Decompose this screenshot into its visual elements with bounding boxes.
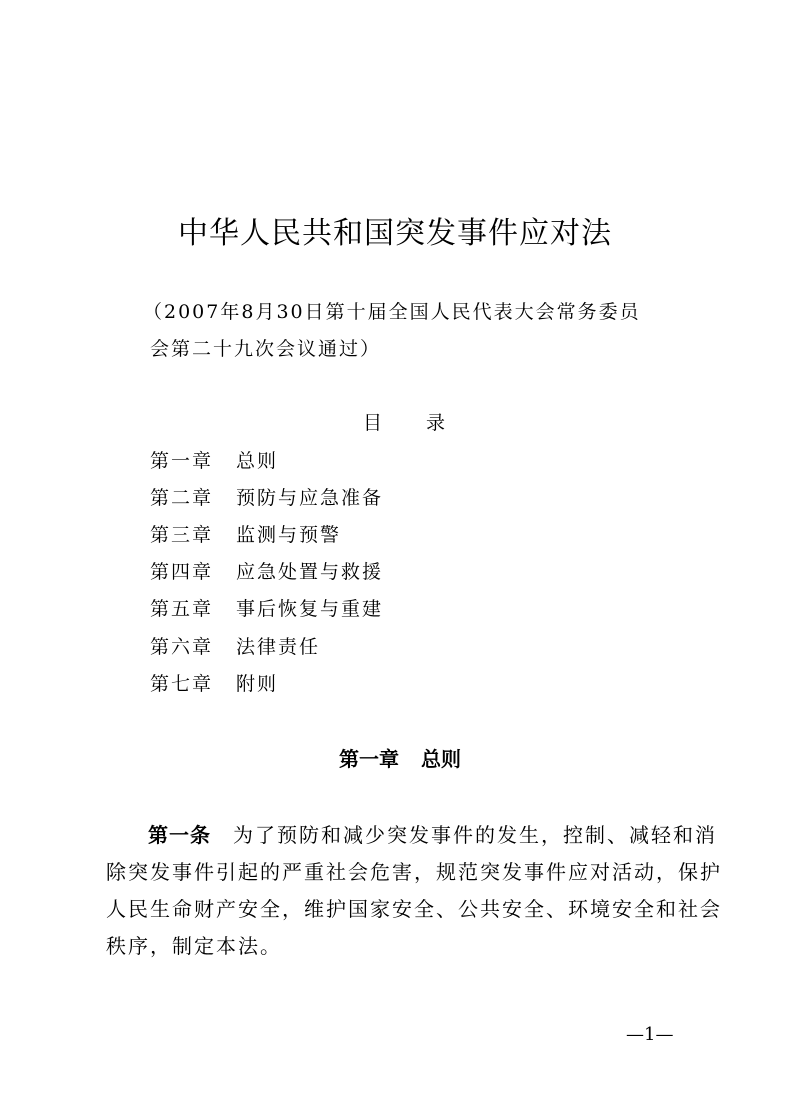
toc-item-chapter-5 bbox=[150, 594, 383, 624]
toc-item-chapter-1 bbox=[150, 446, 278, 476]
toc-item-number: 第七章 bbox=[150, 673, 214, 695]
toc-item-chapter-7 bbox=[150, 669, 278, 699]
article-1-line-3: 人民生命财产安全，维护国家安全、公共安全、环境安全和社会 bbox=[106, 897, 722, 921]
toc-item-number: 第五章 bbox=[150, 598, 214, 620]
toc-item-number: 第二章 bbox=[150, 487, 214, 509]
toc-item-number: 第一章 bbox=[150, 450, 214, 472]
toc-item-number: 第六章 bbox=[150, 636, 214, 658]
toc-item-title: 应急处置与救援 bbox=[236, 561, 384, 583]
toc-heading-part-2: 录 bbox=[426, 412, 446, 434]
article-text: 为了预防和减少突发事件的发生，控制、减轻和消 bbox=[233, 823, 717, 847]
toc-item-title: 附则 bbox=[236, 673, 279, 695]
toc-item-title: 法律责任 bbox=[236, 636, 321, 658]
toc-item-title: 事后恢复与重建 bbox=[236, 598, 384, 620]
chapter-heading bbox=[0, 744, 790, 774]
toc-item-chapter-2 bbox=[150, 483, 383, 513]
toc-item-title: 总则 bbox=[236, 450, 279, 472]
toc-item-title: 预防与应急准备 bbox=[236, 487, 384, 509]
article-1-line-4: 秩序，制定本法。 bbox=[106, 934, 282, 958]
toc-item-chapter-4 bbox=[150, 557, 383, 587]
article-label: 第一条 bbox=[148, 823, 211, 847]
article-1-line-2: 除突发事件引起的严重社会危害，规范突发事件应对活动，保护 bbox=[106, 860, 722, 884]
toc-item-chapter-6 bbox=[150, 632, 320, 662]
toc-item-number: 第三章 bbox=[150, 524, 214, 546]
adoption-note-line-2: 会第二十九次会议通过） bbox=[150, 338, 382, 360]
chapter-title: 总则 bbox=[421, 747, 461, 771]
adoption-note-line-1: （2007年8月30日第十届全国人民代表大会常务委员 bbox=[143, 301, 641, 323]
toc-item-number: 第四章 bbox=[150, 561, 214, 583]
document-title: 中华人民共和国突发事件应对法 bbox=[178, 216, 612, 251]
chapter-number: 第一章 bbox=[339, 747, 399, 771]
toc-heading bbox=[363, 409, 445, 437]
toc-item-chapter-3 bbox=[150, 520, 341, 550]
page-number: —1— bbox=[626, 1024, 674, 1045]
toc-heading-part-1: 目 bbox=[363, 412, 383, 434]
article-1-line-1 bbox=[106, 817, 717, 854]
toc-item-title: 监测与预警 bbox=[236, 524, 342, 546]
